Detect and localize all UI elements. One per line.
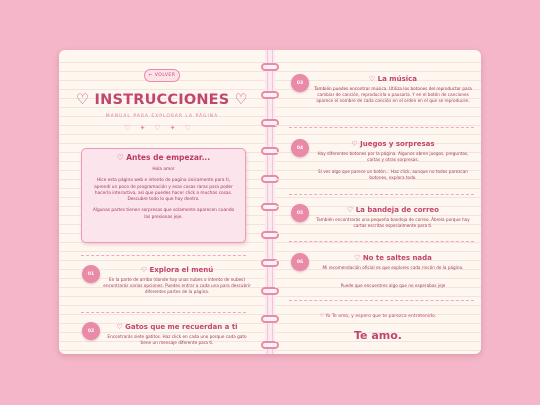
- intro-note: Algunas partes tienen sorpresas que solamente aparecen cuando las presionas jeje.: [92, 208, 235, 220]
- signature: Te amo.: [354, 329, 402, 342]
- heart-star-decoration: ♡✦♡✦♡: [124, 124, 200, 132]
- section-title: ♡ Explora el menú: [140, 266, 214, 274]
- section-text: Encontrarás siete gatitos. Haz click en cada uno porque cada gato tiene un mensaje diferente para ti.: [107, 334, 247, 345]
- notebook: [59, 50, 481, 354]
- intro-heading: ♡ Antes de empezar...: [116, 153, 211, 162]
- page-title: ♡ INSTRUCCIONES ♡: [76, 92, 248, 108]
- intro-paragraph: Hice esta página web e intento de pagina únicamente para ti, aprendí un poco de programación y esas cosas raras para poder hacerla interactiva, así que puedes hacer click a muchas cosas. Descubre todo lo que hay dentro.: [94, 178, 233, 203]
- right-page: [275, 50, 481, 354]
- section-text: En la parte de arriba (donde hay unas nubes o intento de nubes) encontrarás varias opciones. Puedes entrar a cada una para descubrir diferentes partes de la página.: [103, 277, 251, 294]
- step-number-badge: 04: [291, 139, 309, 157]
- section-text: También encontrarás una pequeña bandeja de correo. Ábrela porque hay cartas escritas especialmente para ti.: [316, 217, 470, 228]
- divider: [81, 312, 246, 313]
- section-title: ♡ La bandeja de correo: [347, 206, 439, 214]
- step-number-badge: 01: [82, 265, 100, 283]
- step-number-badge: 03: [291, 74, 309, 92]
- step-number-badge: 02: [82, 322, 100, 340]
- divider: [289, 194, 474, 195]
- left-page: [59, 50, 265, 354]
- page-subtitle: MANUAL PARA EXPLORAR LA PÁGINA: [105, 114, 219, 119]
- back-button[interactable]: ← VOLVER: [144, 69, 180, 82]
- intro-greeting: Hola amor: [152, 167, 175, 172]
- section-text: Mi recomendación oficial es que explores cada rincón de la página.: [322, 265, 464, 270]
- section-text: Si ves algo que parece un botón... Haz click, aunque no todos parezcan botones, explora todo.: [318, 169, 468, 180]
- step-number-badge: 05: [291, 204, 309, 222]
- closing-message: ♡ Yo Te amo, y espero que te parezca entretenido.: [319, 314, 437, 319]
- section-title: ♡ No te saltes nada: [354, 254, 432, 262]
- section-text: También puedes encontrar música. Utiliza los botones del reproductor para cambiar de canción, reproducirla o pausarla. Y en el botón de canciones aparece el nombre de cada canción en el orden en el que se reproducen.: [314, 86, 472, 103]
- section-title: ♡ La música: [368, 75, 418, 83]
- step-number-badge: 06: [291, 253, 309, 271]
- section-text: Puede que encuentres algo que no esperabas jeje: [340, 283, 446, 288]
- divider: [289, 300, 474, 301]
- divider: [289, 127, 474, 128]
- divider: [81, 255, 246, 256]
- divider: [289, 241, 474, 242]
- section-text: Hay diferentes botones por la página. Algunos abren juegos, preguntas, cartas y otras sorpresas.: [317, 151, 469, 162]
- section-title: ♡ Juegos y sorpresas: [351, 140, 435, 148]
- intro-card: [81, 148, 246, 243]
- section-title: ♡ Gatos que me recuerdan a ti: [116, 323, 238, 331]
